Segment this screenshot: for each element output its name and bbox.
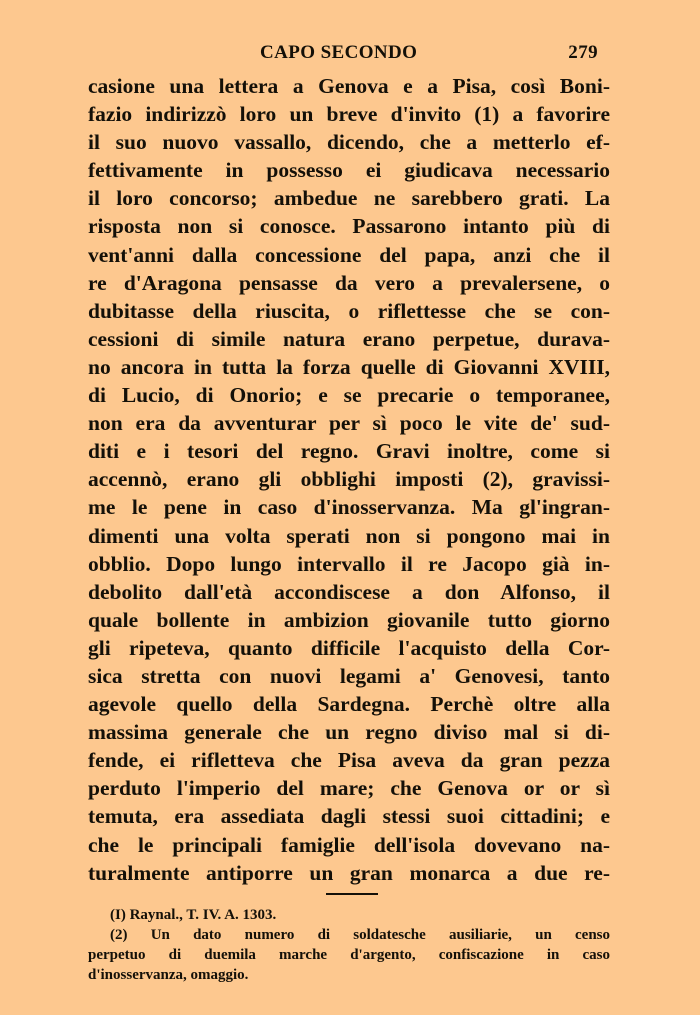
text-line: fende, ei rifletteva che Pisa aveva da gran pezza (88, 748, 610, 773)
text-line: obblio. Dopo lungo intervallo il re Jacopo già in- (88, 551, 610, 576)
text-line: risposta non si conosce. Passarono intanto più di (88, 214, 610, 239)
footnote-2-line: d'inosservanza, omaggio. (88, 966, 249, 983)
text-line: me le pene in caso d'inosservanza. Ma gl'ingran- (88, 495, 610, 520)
text-line: accennò, erano gli obblighi imposti (2), gravissi- (88, 467, 610, 492)
footnote-2-line: (2) Un dato numero di soldatesche ausiliarie, un censo (110, 926, 610, 943)
text-line: debolito dall'età accondiscese a don Alfonso, il (88, 579, 610, 604)
text-line: massima generale che un regno diviso mal si di- (88, 720, 610, 745)
text-line: dimenti una volta sperati non si pongono mai in (88, 523, 610, 548)
text-line: il loro concorso; ambedue ne sarebbero grati. La (88, 186, 610, 211)
text-line: casione una lettera a Genova e a Pisa, così Boni- (88, 74, 610, 98)
text-line: perduto l'imperio del mare; che Genova or or sì (88, 776, 610, 801)
text-line: agevole quello della Sardegna. Perchè oltre alla (88, 692, 610, 717)
footnotes (88, 905, 610, 985)
footnote-divider (326, 893, 378, 895)
text-line: re d'Aragona pensasse da vero a prevalersene, o (88, 270, 610, 295)
text-line: diti e i tesori del regno. Gravi inoltre, come si (88, 439, 610, 464)
chapter-title: CAPO SECONDO (260, 42, 418, 63)
text-line: fettivamente in possesso ei giudicava necessario (88, 158, 610, 183)
text-line: il suo nuovo vassallo, dicendo, che a metterlo ef- (88, 130, 610, 155)
text-line: temuta, era assediata dagli stessi suoi cittadini; e (88, 804, 610, 829)
page-number: 279 (568, 42, 598, 63)
running-header (88, 42, 610, 72)
footnote-1: (I) Raynal., T. IV. A. 1303. (110, 906, 277, 923)
text-line: sica stretta con nuovi legami a' Genovesi, tanto (88, 663, 610, 688)
text-line: quale bollente in ambizion giovanile tutto giorno (88, 607, 610, 632)
text-line: fazio indirizzò loro un breve d'invito (1) a favorire (88, 102, 610, 127)
text-line: turalmente antiporre un gran monarca a due re- (88, 860, 610, 885)
text-line: dubitasse della riuscita, o riflettesse che se con- (88, 298, 610, 323)
footnote-2-line: perpetuo di duemila marche d'argento, confiscazione in caso (88, 946, 610, 963)
body-text (88, 72, 610, 887)
text-line: che le principali famiglie dell'isola dovevano na- (88, 832, 610, 857)
text-line: non era da avventurar per sì poco le vite de' sud- (88, 411, 610, 436)
book-page (88, 42, 610, 985)
text-line: no ancora in tutta la forza quelle di Giovanni XVIII, (88, 354, 610, 379)
text-line: cessioni di simile natura erano perpetue, durava- (88, 326, 610, 351)
text-line: di Lucio, di Onorio; e se precarie o temporanee, (88, 383, 610, 408)
text-line: gli ripeteva, quanto difficile l'acquisto della Cor- (88, 635, 610, 660)
text-line: vent'anni dalla concessione del papa, anzi che il (88, 242, 610, 267)
